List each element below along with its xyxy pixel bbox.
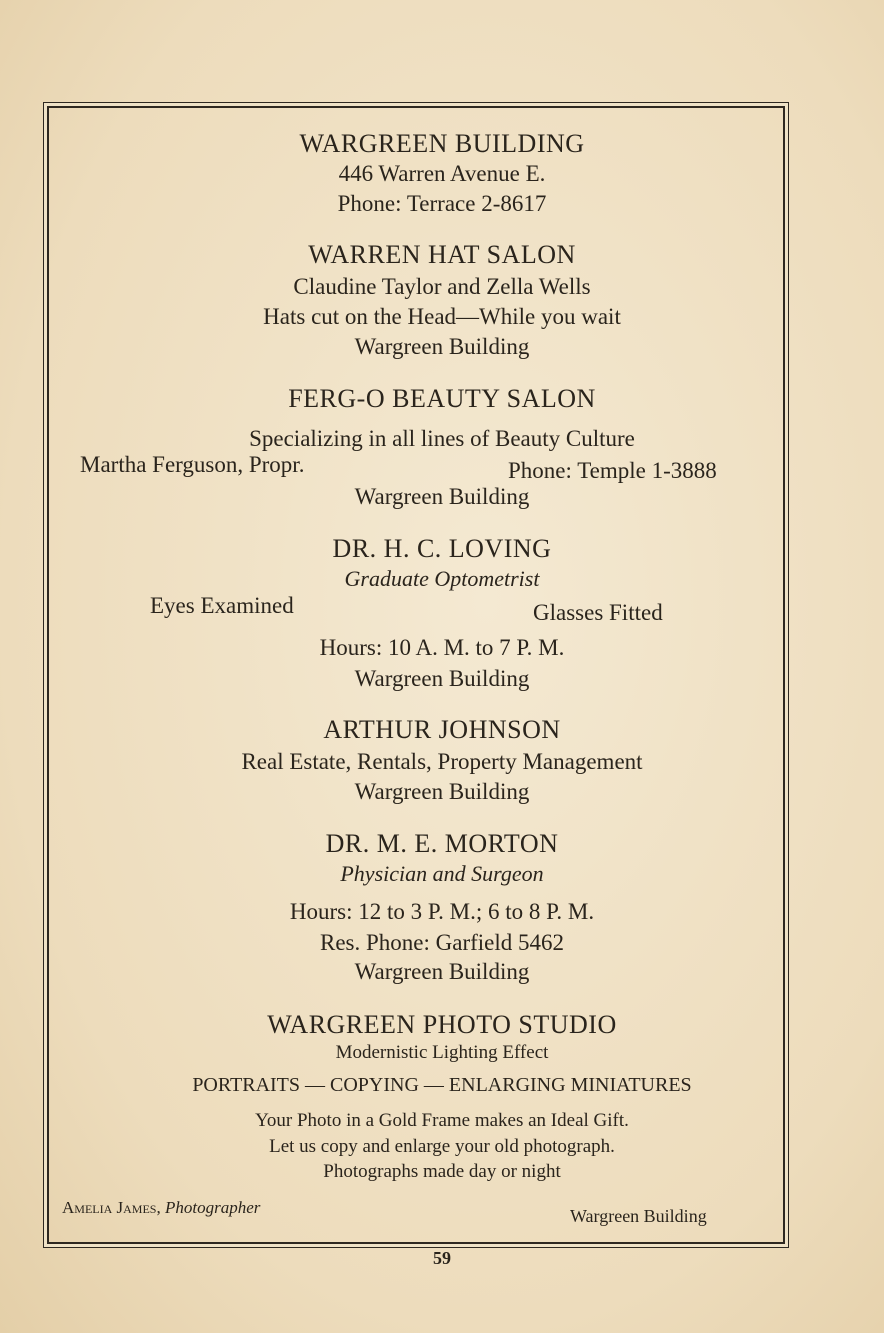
photo-studio-photographer — [62, 1198, 260, 1218]
photo-studio-line2: Let us copy and enlarge your old photograph. — [269, 1136, 615, 1157]
dr-morton-role: Physician and Surgeon — [340, 861, 544, 886]
fergo-beauty-location: Wargreen Building — [354, 484, 530, 509]
photo-studio-line3: Photographs made day or night — [323, 1161, 561, 1182]
photographer-role: Photographer — [164, 1198, 261, 1217]
wargreen-building-address: 446 Warren Avenue E. — [338, 161, 546, 186]
warren-hat-salon-location: Wargreen Building — [354, 334, 530, 359]
photographer-name: Amelia James, — [62, 1198, 161, 1217]
fergo-beauty-proprietor: Martha Ferguson, Propr. — [80, 452, 305, 477]
wargreen-building-phone: Phone: Terrace 2-8617 — [337, 191, 547, 216]
photo-studio-services: PORTRAITS — COPYING — ENLARGING MINIATURES — [192, 1074, 692, 1096]
warren-hat-salon-title: WARREN HAT SALON — [308, 240, 576, 269]
arthur-johnson-title: ARTHUR JOHNSON — [323, 715, 561, 744]
dr-loving-role: Graduate Optometrist — [344, 566, 540, 591]
arthur-johnson-location: Wargreen Building — [354, 779, 530, 804]
dr-loving-hours: Hours: 10 A. M. to 7 P. M. — [319, 635, 565, 660]
dr-morton-hours: Hours: 12 to 3 P. M.; 6 to 8 P. M. — [289, 899, 595, 924]
wargreen-building-title: WARGREEN BUILDING — [299, 129, 585, 158]
dr-loving-location: Wargreen Building — [354, 666, 530, 691]
dr-loving-glasses: Glasses Fitted — [533, 600, 663, 625]
photo-studio-line1: Your Photo in a Gold Frame makes an Ideal Gift. — [255, 1110, 629, 1131]
dr-morton-res-phone: Res. Phone: Garfield 5462 — [319, 930, 564, 955]
arthur-johnson-services: Real Estate, Rentals, Property Management — [241, 749, 643, 774]
dr-loving-title: DR. H. C. LOVING — [332, 534, 552, 563]
fergo-beauty-phone: Phone: Temple 1-3888 — [508, 458, 717, 483]
photo-studio-location: Wargreen Building — [570, 1206, 707, 1226]
photo-studio-title: WARGREEN PHOTO STUDIO — [267, 1010, 617, 1039]
fergo-beauty-tagline: Specializing in all lines of Beauty Culture — [249, 426, 635, 451]
dr-morton-title: DR. M. E. MORTON — [325, 829, 559, 858]
dr-loving-eyes: Eyes Examined — [150, 593, 294, 618]
warren-hat-salon-owners: Claudine Taylor and Zella Wells — [293, 274, 591, 299]
page-number: 59 — [433, 1248, 451, 1268]
warren-hat-salon-tagline: Hats cut on the Head—While you wait — [263, 304, 621, 329]
fergo-beauty-title: FERG-O BEAUTY SALON — [288, 384, 596, 413]
dr-morton-location: Wargreen Building — [354, 959, 530, 984]
photo-studio-subtitle: Modernistic Lighting Effect — [335, 1042, 549, 1063]
